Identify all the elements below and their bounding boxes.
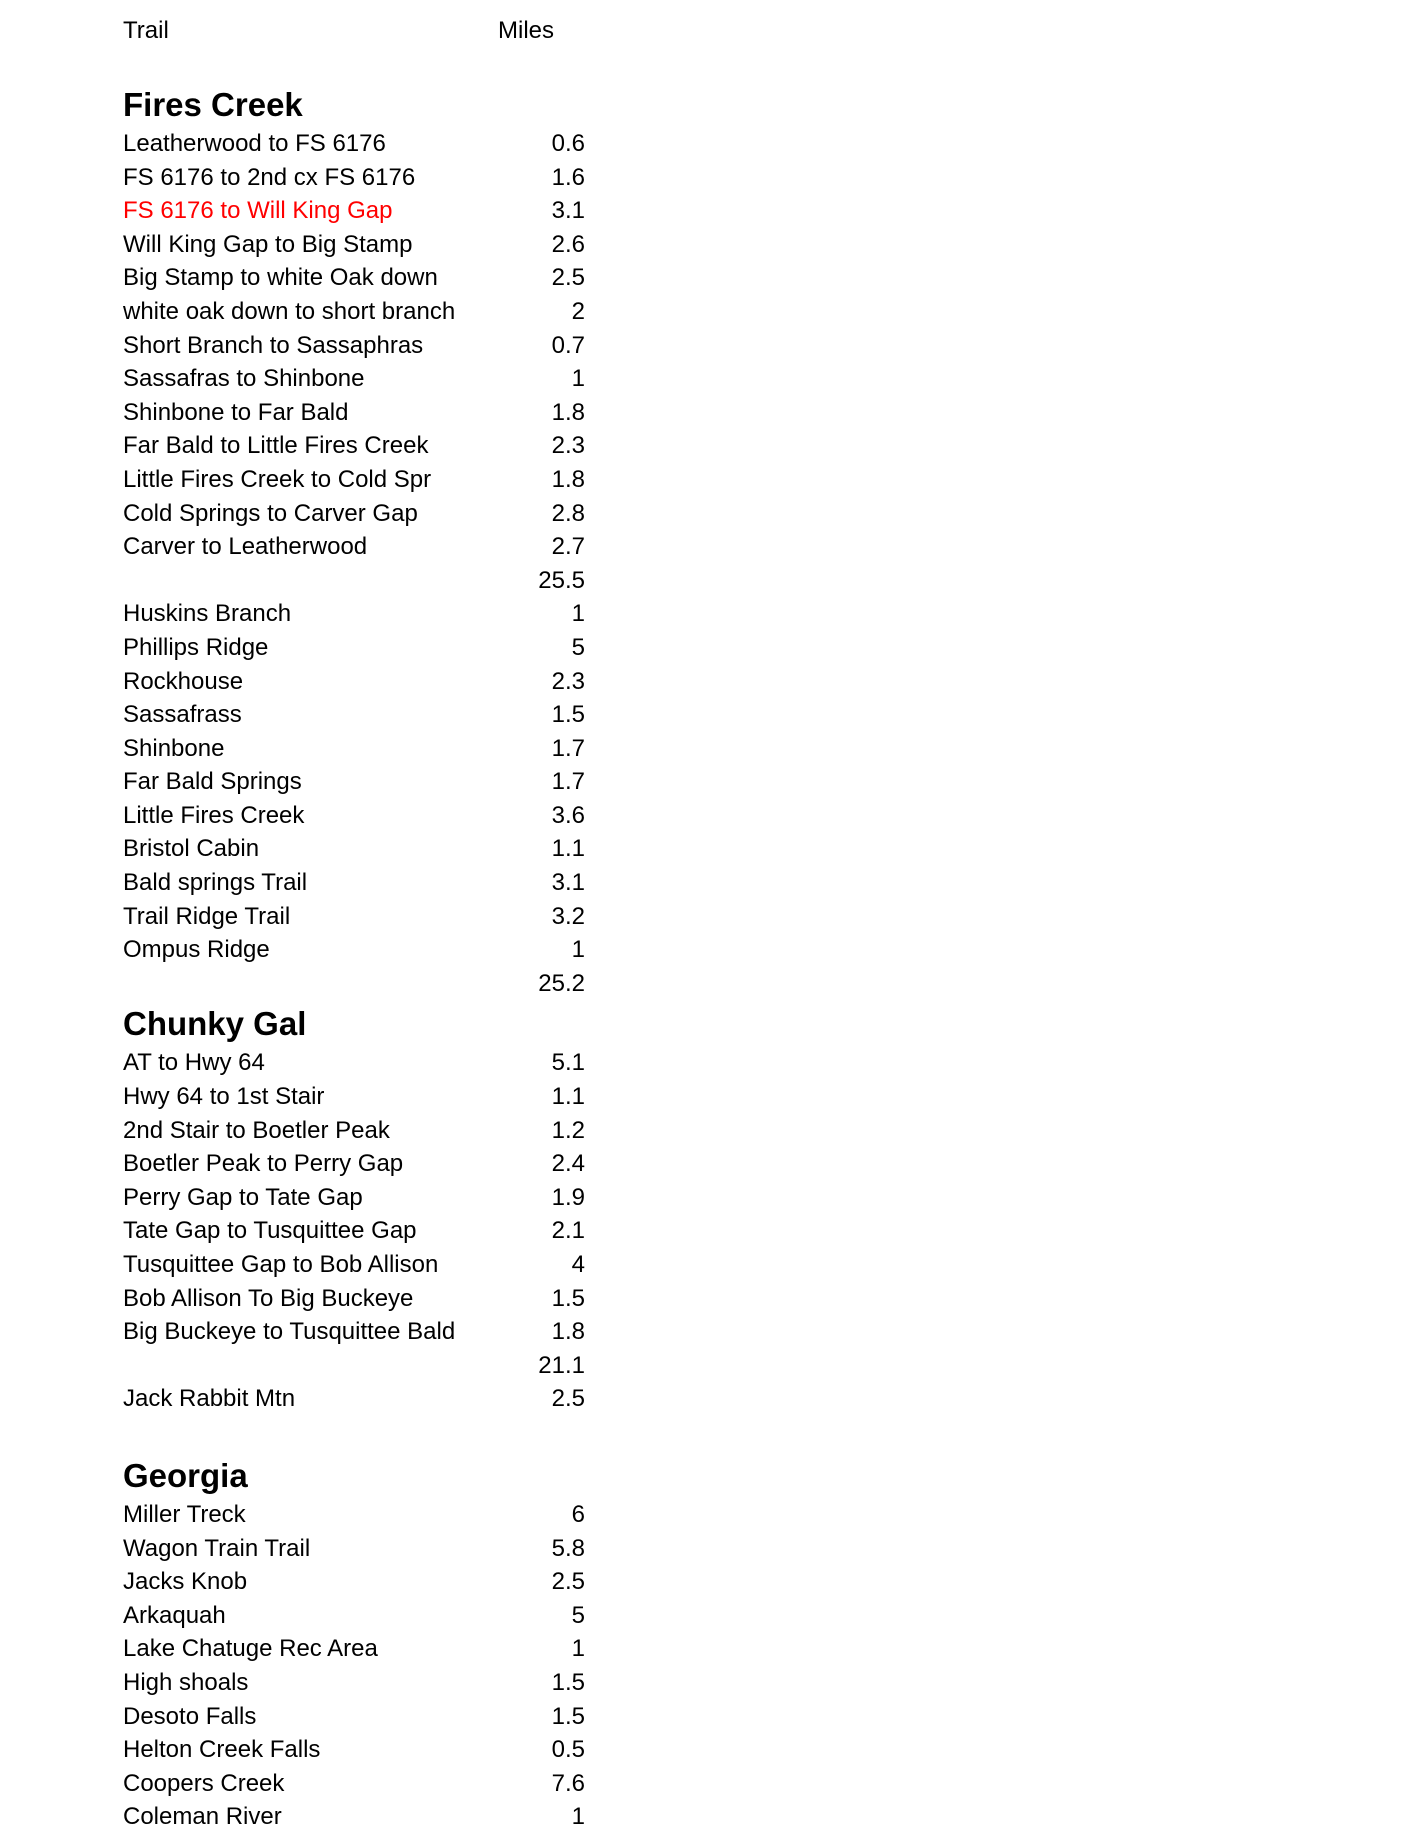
trail-miles: 2.6 bbox=[551, 230, 585, 258]
trail-section bbox=[123, 1454, 585, 1834]
trail-row bbox=[123, 530, 585, 564]
trail-name: Far Bald to Little Fires Creek bbox=[123, 432, 429, 460]
trail-miles: 5 bbox=[571, 633, 585, 661]
trail-name: Shinbone to Far Bald bbox=[123, 398, 349, 426]
section-title: Georgia bbox=[123, 1456, 248, 1494]
trail-miles: 1 bbox=[571, 600, 585, 628]
trail-column-header: Trail bbox=[123, 16, 169, 44]
trail-miles: 1.1 bbox=[551, 835, 585, 863]
trail-row bbox=[123, 799, 585, 833]
trail-row bbox=[123, 295, 585, 329]
trail-row bbox=[123, 463, 585, 497]
subtotal-miles: 25.5 bbox=[538, 566, 585, 594]
trail-sections bbox=[123, 83, 585, 1834]
trail-row bbox=[123, 933, 585, 967]
trail-name: 2nd Stair to Boetler Peak bbox=[123, 1116, 390, 1144]
trail-row bbox=[123, 665, 585, 699]
trail-row bbox=[123, 194, 585, 228]
trail-miles: 2.5 bbox=[551, 1385, 585, 1413]
trail-name: High shoals bbox=[123, 1668, 249, 1696]
trail-miles: 3.1 bbox=[551, 197, 585, 225]
trail-miles: 0.6 bbox=[551, 130, 585, 157]
trail-name: Coleman River bbox=[123, 1803, 282, 1831]
trail-miles: 2.3 bbox=[551, 667, 585, 695]
trail-miles: 1.2 bbox=[551, 1116, 585, 1144]
trail-row bbox=[123, 698, 585, 732]
trail-row bbox=[123, 1632, 585, 1666]
trail-miles: 1 bbox=[571, 365, 585, 393]
trail-row bbox=[123, 1315, 585, 1349]
trail-name: Sassafrass bbox=[123, 701, 242, 729]
trail-row bbox=[123, 1565, 585, 1599]
trail-row bbox=[123, 1767, 585, 1801]
trail-row bbox=[123, 261, 585, 295]
trail-row bbox=[123, 1282, 585, 1316]
column-headers bbox=[123, 14, 585, 47]
trail-name: Desoto Falls bbox=[123, 1702, 257, 1730]
trail-row bbox=[123, 1181, 585, 1215]
trail-name: Big Stamp to white Oak down bbox=[123, 264, 438, 292]
trail-name: Will King Gap to Big Stamp bbox=[123, 230, 413, 258]
trail-name: Rockhouse bbox=[123, 667, 244, 695]
trail-row bbox=[123, 1214, 585, 1248]
trail-section bbox=[123, 83, 585, 1000]
trail-row bbox=[123, 1080, 585, 1114]
trail-name: Jacks Knob bbox=[123, 1568, 248, 1596]
trail-name: FS 6176 to Will King Gap bbox=[123, 197, 393, 225]
subtotal-row bbox=[123, 564, 585, 598]
subtotal-row bbox=[123, 967, 585, 1001]
trail-row bbox=[123, 1382, 585, 1416]
trail-row bbox=[123, 362, 585, 396]
trail-miles: 1.8 bbox=[551, 398, 585, 426]
trail-miles: 1.7 bbox=[551, 734, 585, 762]
trail-name: Bob Allison To Big Buckeye bbox=[123, 1284, 414, 1312]
trail-miles: 5.8 bbox=[551, 1534, 585, 1562]
trail-miles: 5 bbox=[571, 1601, 585, 1629]
trail-miles: 1.7 bbox=[551, 768, 585, 796]
trail-row bbox=[123, 396, 585, 430]
trail-row bbox=[123, 1147, 585, 1181]
trail-name: Sassafras to Shinbone bbox=[123, 365, 365, 393]
trail-name: Short Branch to Sassaphras bbox=[123, 331, 424, 359]
trail-row bbox=[123, 161, 585, 195]
trail-row bbox=[123, 765, 585, 799]
trail-name: Big Buckeye to Tusquittee Bald bbox=[123, 1318, 456, 1346]
trail-name: Leatherwood to FS 6176 bbox=[123, 130, 386, 157]
trail-row bbox=[123, 1498, 585, 1532]
trail-name: Tate Gap to Tusquittee Gap bbox=[123, 1217, 417, 1245]
trail-miles: 2.7 bbox=[551, 533, 585, 561]
trail-miles: 3.1 bbox=[551, 869, 585, 897]
trail-name: Miller Treck bbox=[123, 1500, 246, 1528]
trail-name: Carver to Leatherwood bbox=[123, 533, 368, 561]
trail-name: Cold Springs to Carver Gap bbox=[123, 499, 418, 527]
trail-name: Boetler Peak to Perry Gap bbox=[123, 1150, 404, 1178]
trail-name: Bristol Cabin bbox=[123, 835, 260, 863]
trail-miles: 1 bbox=[571, 936, 585, 964]
trail-section bbox=[123, 1002, 585, 1416]
trail-name: Coopers Creek bbox=[123, 1769, 285, 1797]
trail-name: Far Bald Springs bbox=[123, 768, 302, 796]
trail-name: Huskins Branch bbox=[123, 600, 292, 628]
trail-miles: 1 bbox=[571, 1635, 585, 1663]
trail-row bbox=[123, 1800, 585, 1834]
trail-miles: 3.2 bbox=[551, 902, 585, 930]
subtotal-miles: 21.1 bbox=[538, 1351, 585, 1379]
trail-row bbox=[123, 832, 585, 866]
trail-name: Arkaquah bbox=[123, 1601, 226, 1629]
section-title: Chunky Gal bbox=[123, 1005, 307, 1043]
trail-name: white oak down to short branch bbox=[123, 297, 456, 325]
trail-miles: 1.9 bbox=[551, 1183, 585, 1211]
trail-name: Trail Ridge Trail bbox=[123, 902, 291, 930]
trail-row bbox=[123, 631, 585, 665]
trail-miles: 5.1 bbox=[551, 1049, 585, 1077]
trail-miles: 7.6 bbox=[551, 1769, 585, 1797]
trail-miles: 1.5 bbox=[551, 701, 585, 729]
trail-miles: 1.8 bbox=[551, 1318, 585, 1346]
trail-row bbox=[123, 497, 585, 531]
trail-miles: 1.8 bbox=[551, 465, 585, 493]
trail-miles: 1.5 bbox=[551, 1284, 585, 1312]
trail-name: Little Fires Creek bbox=[123, 801, 305, 829]
trail-name: Phillips Ridge bbox=[123, 633, 269, 661]
trail-row bbox=[123, 228, 585, 262]
trail-name: Little Fires Creek to Cold Spr bbox=[123, 465, 432, 493]
trail-row bbox=[123, 1666, 585, 1700]
trail-row bbox=[123, 1114, 585, 1148]
trail-name: Helton Creek Falls bbox=[123, 1736, 321, 1764]
trail-row bbox=[123, 597, 585, 631]
trail-miles: 2.1 bbox=[551, 1217, 585, 1245]
trail-row bbox=[123, 127, 585, 161]
trail-name: Lake Chatuge Rec Area bbox=[123, 1635, 378, 1663]
trail-miles: 3.6 bbox=[551, 801, 585, 829]
miles-column-header: Miles bbox=[498, 16, 555, 44]
trail-miles: 0.5 bbox=[551, 1736, 585, 1764]
trail-name: Shinbone bbox=[123, 734, 225, 762]
trail-miles: 2.4 bbox=[551, 1150, 585, 1178]
subtotal-row bbox=[123, 1349, 585, 1383]
trail-miles: 2.5 bbox=[551, 1568, 585, 1596]
trail-row bbox=[123, 1700, 585, 1734]
trail-miles: 1 bbox=[571, 1803, 585, 1831]
trail-miles: 2.8 bbox=[551, 499, 585, 527]
trail-name: Perry Gap to Tate Gap bbox=[123, 1183, 363, 1211]
trail-name: Tusquittee Gap to Bob Allison bbox=[123, 1251, 439, 1278]
trail-miles: 1.5 bbox=[551, 1668, 585, 1696]
trail-name: Ompus Ridge bbox=[123, 936, 270, 964]
trail-miles: 1.1 bbox=[551, 1083, 585, 1111]
trail-row bbox=[123, 1248, 585, 1282]
trail-miles: 0.7 bbox=[551, 331, 585, 359]
trail-name: Wagon Train Trail bbox=[123, 1534, 311, 1562]
trail-name: FS 6176 to 2nd cx FS 6176 bbox=[123, 163, 416, 191]
trail-miles: 2 bbox=[571, 297, 585, 325]
trail-miles: 1.6 bbox=[551, 163, 585, 191]
trail-mileage-sheet bbox=[123, 14, 585, 1834]
trail-row bbox=[123, 1046, 585, 1080]
trail-row bbox=[123, 429, 585, 463]
trail-row bbox=[123, 329, 585, 363]
trail-name: Hwy 64 to 1st Stair bbox=[123, 1083, 325, 1111]
trail-miles: 1.5 bbox=[551, 1702, 585, 1730]
trail-miles: 4 bbox=[571, 1251, 585, 1278]
trail-miles: 6 bbox=[571, 1500, 585, 1528]
trail-miles: 2.5 bbox=[551, 264, 585, 292]
trail-row bbox=[123, 732, 585, 766]
trail-row bbox=[123, 866, 585, 900]
trail-row bbox=[123, 1733, 585, 1767]
trail-miles: 2.3 bbox=[551, 432, 585, 460]
trail-name: AT to Hwy 64 bbox=[123, 1049, 265, 1077]
trail-row bbox=[123, 900, 585, 934]
trail-name: Jack Rabbit Mtn bbox=[123, 1385, 296, 1413]
trail-name: Bald springs Trail bbox=[123, 869, 308, 897]
trail-row bbox=[123, 1599, 585, 1633]
section-title: Fires Creek bbox=[123, 86, 303, 123]
subtotal-miles: 25.2 bbox=[538, 969, 585, 997]
trail-row bbox=[123, 1532, 585, 1566]
